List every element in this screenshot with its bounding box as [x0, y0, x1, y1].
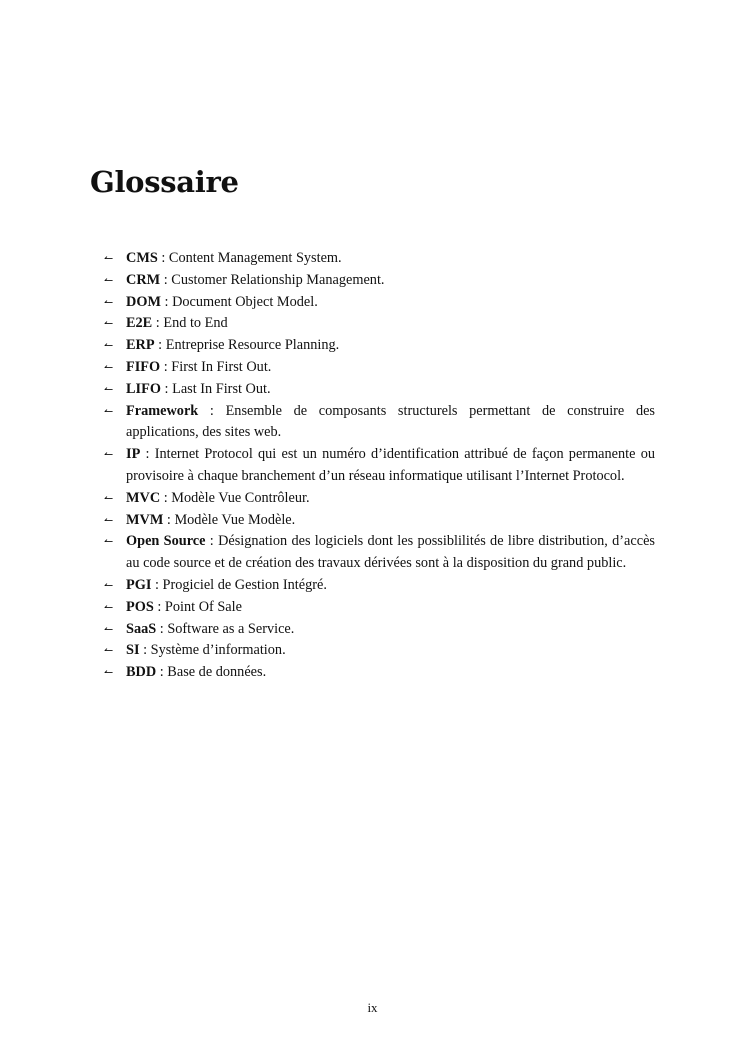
glossary-entry — [104, 248, 655, 270]
glossary-definition: : Entreprise Resource Planning. — [154, 337, 340, 354]
glossary-definition: : Modèle Vue Contrôleur. — [160, 489, 310, 506]
glossary-term: DOM — [126, 293, 161, 310]
harpoon-arrow-icon: ↼ — [104, 448, 114, 462]
glossary-entry — [104, 662, 655, 684]
glossary-term: LIFO — [126, 380, 161, 397]
glossary-definition: : Content Management System. — [157, 250, 342, 266]
glossary-term: SaaS — [126, 620, 157, 637]
glossary-term: MVM — [126, 511, 164, 528]
glossary-entry — [104, 401, 655, 445]
glossary-definition: : Modèle Vue Modèle. — [163, 511, 296, 528]
harpoon-arrow-icon: ↼ — [104, 644, 114, 658]
glossary-entry — [104, 313, 655, 335]
harpoon-arrow-icon: ↼ — [104, 578, 114, 592]
harpoon-arrow-icon: ↼ — [104, 360, 114, 374]
glossary-term: Open Source — [126, 533, 206, 550]
glossary-definition: : Document Object Model. — [160, 293, 318, 310]
glossary-entry — [104, 270, 655, 292]
page-title: Glossaire — [90, 165, 239, 199]
glossary-list — [104, 248, 655, 684]
glossary-term: CMS — [126, 250, 158, 266]
harpoon-arrow-icon: ↼ — [104, 317, 114, 331]
glossary-term: MVC — [126, 489, 161, 506]
harpoon-arrow-icon: ↼ — [104, 600, 114, 614]
glossary-term: CRM — [126, 271, 161, 288]
glossary-entry — [104, 379, 655, 401]
glossary-definition: : Ensemble de composants structurels permettant de construire des applications, des sites web. — [126, 402, 655, 441]
glossary-term: IP — [126, 446, 141, 463]
harpoon-arrow-icon: ↼ — [104, 513, 114, 527]
glossary-entry — [104, 619, 655, 641]
harpoon-arrow-icon: ↼ — [104, 666, 114, 680]
glossary-term: SI — [126, 642, 140, 659]
harpoon-arrow-icon: ↼ — [104, 491, 114, 505]
glossary-definition: : Système d’information. — [139, 642, 286, 659]
glossary-term: FIFO — [126, 358, 161, 375]
glossary-definition: : Désignation des logiciels dont les possiblilités de libre distribution, d’accès au code source et de création des travaux dérivées sont à la disposition du grand public. — [126, 533, 655, 572]
glossary-entry — [104, 444, 655, 488]
glossary-term: POS — [126, 598, 154, 615]
glossary-entry — [104, 575, 655, 597]
harpoon-arrow-icon: ↼ — [104, 339, 114, 353]
glossary-definition: : Software as a Service. — [156, 620, 295, 637]
glossary-entry — [104, 640, 655, 662]
page-number: ix — [367, 1000, 378, 1015]
harpoon-arrow-icon: ↼ — [104, 273, 114, 287]
glossary-term: ERP — [126, 337, 155, 354]
harpoon-arrow-icon: ↼ — [104, 535, 114, 549]
glossary-definition: : Customer Relationship Management. — [160, 271, 385, 288]
glossary-definition: : First In First Out. — [160, 358, 272, 375]
glossary-term: PGI — [126, 576, 152, 593]
glossary-definition: : Internet Protocol qui est un numéro d’identification attribué de façon permanente ou provisoire à chaque branchement d’un réseau informatique utilisant l’Internet Protocol. — [126, 446, 655, 484]
glossary-term: Framework — [126, 402, 199, 419]
harpoon-arrow-icon: ↼ — [104, 622, 114, 636]
glossary-definition: : Point Of Sale — [153, 598, 242, 615]
glossary-entry — [104, 597, 655, 619]
glossary-definition: : Progiciel de Gestion Intégré. — [151, 576, 327, 593]
glossary-entry — [104, 531, 655, 575]
glossary-definition: : Last In First Out. — [160, 380, 271, 397]
harpoon-arrow-icon: ↼ — [104, 404, 114, 418]
glossary-entry — [104, 292, 655, 314]
glossary-entry — [104, 510, 655, 532]
glossary-entry — [104, 357, 655, 379]
harpoon-arrow-icon: ↼ — [104, 295, 114, 309]
glossary-entry — [104, 335, 655, 357]
glossary-entry — [104, 488, 655, 510]
glossary-definition: : Base de données. — [156, 664, 267, 681]
harpoon-arrow-icon: ↼ — [104, 382, 114, 396]
glossary-definition: : End to End — [152, 315, 228, 332]
harpoon-arrow-icon: ↼ — [104, 252, 114, 265]
glossary-term: BDD — [126, 664, 157, 681]
glossary-term: E2E — [126, 315, 153, 332]
